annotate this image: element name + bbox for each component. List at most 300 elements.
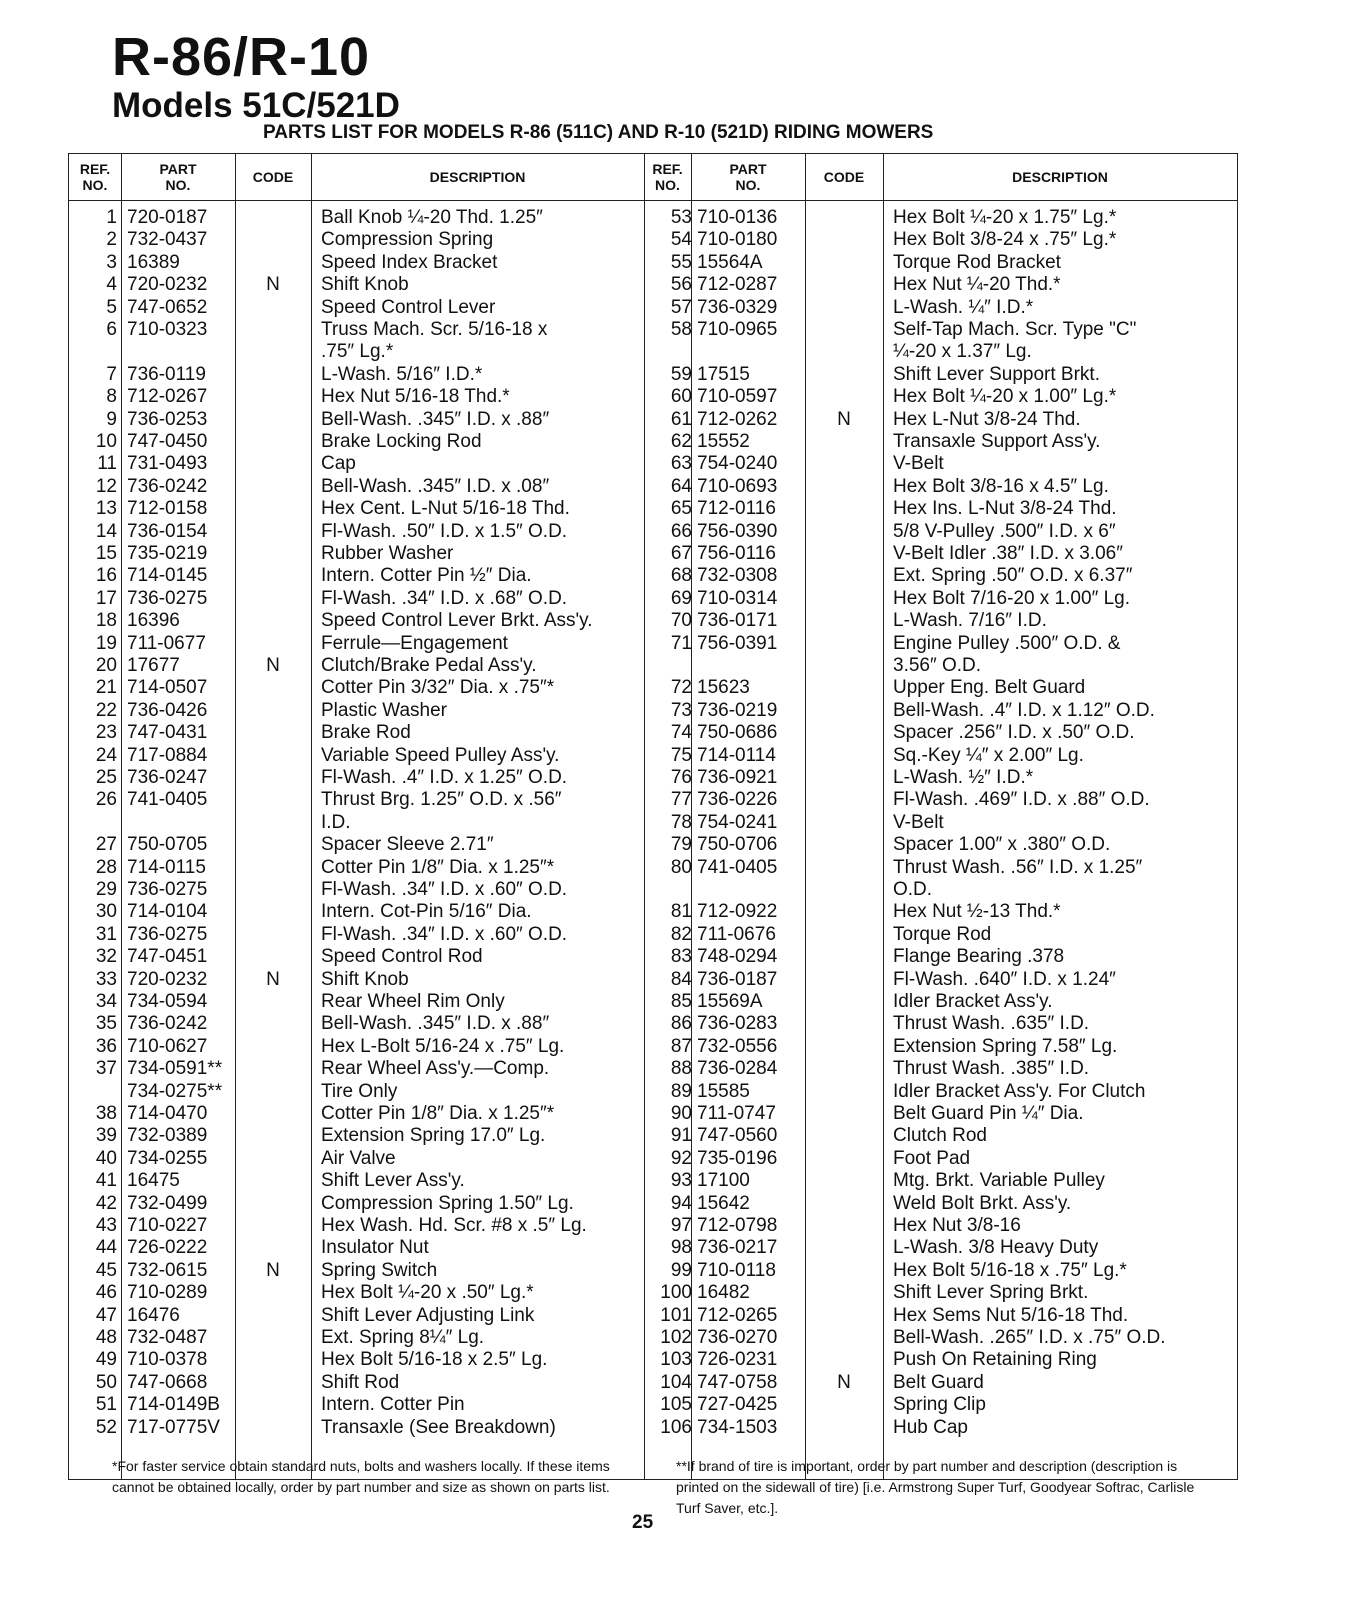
- description: Cotter Pin 3/32″ Dia. x .75″*: [321, 677, 555, 699]
- description: I.D.: [321, 811, 351, 833]
- part-no: 710-0965: [697, 319, 778, 340]
- part-no: 710-0180: [697, 229, 778, 251]
- ref-no: 27: [95, 834, 117, 856]
- description: Belt Guard Pin ¼″ Dia.: [893, 1103, 1084, 1124]
- column-header-code-2: CODE: [823, 169, 865, 185]
- table-row: [69, 1305, 1237, 1327]
- table-row: [69, 834, 1237, 856]
- ref-no: 59: [670, 363, 692, 385]
- description: Ext. Spring 8¼″ Lg.: [321, 1327, 485, 1348]
- description: Transaxle Support Ass'y.: [893, 431, 1101, 452]
- ref-no: 105: [660, 1394, 692, 1416]
- description: Hex Bolt 3/8-24 x .75″ Lg.*: [893, 229, 1117, 251]
- description: Bell-Wash. .345″ I.D. x .88″: [321, 1013, 550, 1035]
- description: Torque Rod: [893, 923, 992, 945]
- ref-no: 93: [670, 1170, 692, 1192]
- part-no: 750-0706: [697, 834, 778, 856]
- part-no: 736-0253: [127, 408, 208, 430]
- ref-no: 25: [95, 767, 117, 788]
- ref-no: 104: [660, 1371, 692, 1393]
- ref-no: 48: [95, 1327, 117, 1348]
- ref-no: 50: [95, 1371, 117, 1393]
- description: Thrust Brg. 1.25″ O.D. x .56″: [321, 789, 562, 811]
- parts-table: [68, 153, 1238, 1480]
- description: Bell-Wash. .4″ I.D. x 1.12″ O.D.: [893, 699, 1155, 721]
- part-no: 736-0119: [127, 363, 206, 385]
- table-row: [69, 1282, 1237, 1304]
- part-no: 741-0405: [127, 789, 208, 811]
- ref-no: 35: [95, 1013, 117, 1035]
- table-row: [69, 1148, 1237, 1170]
- table-row: [69, 431, 1237, 453]
- description: Brake Rod: [321, 722, 411, 744]
- part-no: 747-0758: [697, 1371, 778, 1393]
- ref-no: 9: [106, 408, 117, 430]
- table-row: [69, 229, 1237, 251]
- footnote-standard-hardware: *For faster service obtain standard nuts, bolts and washers locally. If these items cannot be obtained locally, order by part number and size as shown on parts list.: [112, 1458, 610, 1495]
- description: Hex Nut 3/8-16: [893, 1215, 1021, 1236]
- description: Intern. Cot-Pin 5/16″ Dia.: [321, 901, 532, 923]
- description: Fl-Wash. .34″ I.D. x .60″ O.D.: [321, 923, 568, 945]
- part-no: 714-0114: [697, 744, 776, 766]
- table-row: [69, 252, 1237, 274]
- part-no: 15642: [697, 1192, 750, 1214]
- description: Sq.-Key ¼″ x 2.00″ Lg.: [893, 744, 1084, 766]
- part-no: 16482: [697, 1282, 750, 1304]
- description: Torque Rod Bracket: [893, 251, 1061, 273]
- part-no: 720-0232: [127, 968, 208, 990]
- description: Speed Index Bracket: [321, 251, 498, 273]
- description: V-Belt: [893, 811, 944, 833]
- description: Hex Wash. Hd. Scr. #8 x .5″ Lg.: [321, 1215, 587, 1236]
- ref-no: 66: [670, 520, 692, 542]
- description: Truss Mach. Scr. 5/16-18 x: [321, 319, 548, 340]
- ref-no: 23: [95, 722, 117, 744]
- part-no: 736-0226: [697, 789, 778, 811]
- part-no: 736-0283: [697, 1013, 778, 1035]
- ref-no: 18: [95, 610, 117, 632]
- table-row: [69, 1125, 1237, 1147]
- description: O.D.: [893, 879, 933, 900]
- part-no: 16389: [127, 251, 180, 273]
- table-row: [69, 409, 1237, 431]
- ref-no: 5: [106, 296, 117, 318]
- description: Extension Spring 7.58″ Lg.: [893, 1035, 1118, 1057]
- description: Extension Spring 17.0″ Lg.: [321, 1125, 546, 1147]
- description: Tire Only: [321, 1080, 398, 1102]
- description: Fl-Wash. .4″ I.D. x 1.25″ O.D.: [321, 767, 568, 788]
- part-no: 734-0594: [127, 991, 208, 1012]
- description: L-Wash. ¼″ I.D.*: [893, 296, 1034, 318]
- part-no: 747-0451: [127, 946, 208, 968]
- part-no: 736-0329: [697, 296, 778, 318]
- ref-no: 22: [95, 699, 117, 721]
- part-no: 736-0275: [127, 587, 208, 609]
- ref-no: 60: [670, 386, 692, 408]
- ref-no: 86: [670, 1013, 692, 1035]
- part-no: 736-0426: [127, 699, 208, 721]
- part-no: 732-0308: [697, 565, 778, 587]
- part-no: 747-0668: [127, 1371, 208, 1393]
- description: Speed Control Lever Brkt. Ass'y.: [321, 610, 593, 632]
- description: L-Wash. 7/16″ I.D.: [893, 610, 1047, 632]
- ref-no: 4: [106, 274, 117, 296]
- part-no: 714-0104: [127, 901, 208, 923]
- table-row: [69, 1170, 1237, 1192]
- table-row: [69, 1327, 1237, 1349]
- table-row: [69, 655, 1237, 677]
- ref-no: 41: [95, 1170, 117, 1192]
- description: Push On Retaining Ring: [893, 1349, 1097, 1371]
- models-subtitle: Models 51C/521D: [112, 86, 400, 125]
- footnote-tire-brand: **If brand of tire is important, order by part number and description (description is printed on the sidewall of tire) [i.e. Armstrong Super Turf, Goodyear Softrac, Carlisle Turf Saver, etc.].: [676, 1458, 1195, 1516]
- description: Rear Wheel Rim Only: [321, 991, 505, 1012]
- description: Hex L-Nut 3/8-24 Thd.: [893, 408, 1081, 430]
- part-no: 734-1503: [697, 1416, 778, 1438]
- ref-no: 14: [95, 520, 117, 542]
- description: Fl-Wash. .34″ I.D. x .60″ O.D.: [321, 879, 568, 900]
- ref-no: 45: [95, 1259, 117, 1281]
- table-row: [69, 1394, 1237, 1416]
- part-no: 736-0242: [127, 475, 208, 497]
- ref-no: 89: [670, 1080, 692, 1102]
- part-no: 756-0116: [697, 543, 776, 564]
- ref-no: 31: [95, 923, 117, 945]
- description: Hex Nut ¼-20 Thd.*: [893, 274, 1061, 296]
- description: Spring Clip: [893, 1394, 986, 1416]
- part-no: 732-0556: [697, 1035, 778, 1057]
- ref-no: 100: [660, 1282, 692, 1304]
- ref-no: 29: [95, 879, 117, 900]
- description: Rubber Washer: [321, 543, 454, 564]
- description: Cotter Pin 1/8″ Dia. x 1.25″*: [321, 1103, 555, 1124]
- ref-no: 62: [670, 431, 692, 452]
- part-no: 735-0219: [127, 543, 208, 564]
- part-no: 712-0798: [697, 1215, 778, 1236]
- table-row: [69, 767, 1237, 789]
- part-no: 732-0487: [127, 1327, 208, 1348]
- ref-no: 98: [670, 1237, 692, 1259]
- description: Cap: [321, 453, 356, 475]
- ref-no: 65: [670, 498, 692, 520]
- ref-no: 20: [95, 655, 117, 676]
- part-no: 736-0154: [127, 520, 208, 542]
- table-row: [69, 1417, 1237, 1439]
- part-no: 732-0437: [127, 229, 208, 251]
- description: L-Wash. 3/8 Heavy Duty: [893, 1237, 1099, 1259]
- part-no: 720-0187: [127, 207, 208, 228]
- description: Hex Bolt 5/16-18 x .75″ Lg.*: [893, 1259, 1127, 1281]
- table-header: [69, 154, 1237, 201]
- part-no: 748-0294: [697, 946, 778, 968]
- ref-no: 38: [95, 1103, 117, 1124]
- part-no: 712-0287: [697, 274, 778, 296]
- ref-no: 10: [95, 431, 117, 452]
- ref-no: 97: [670, 1215, 692, 1236]
- part-no: 15564A: [697, 251, 763, 273]
- part-no: 731-0493: [127, 453, 208, 475]
- ref-no: 80: [670, 856, 692, 878]
- part-no: 727-0425: [697, 1394, 778, 1416]
- description: Spacer Sleeve 2.71″: [321, 834, 494, 856]
- ref-no: 82: [670, 923, 692, 945]
- ref-no: 21: [95, 677, 117, 699]
- ref-no: 87: [670, 1035, 692, 1057]
- part-no: 711-0677: [127, 632, 206, 654]
- description: Hex Nut ½-13 Thd.*: [893, 901, 1061, 923]
- description: Transaxle (See Breakdown): [321, 1416, 556, 1438]
- ref-no: 13: [95, 498, 117, 520]
- description: Fl-Wash. .469″ I.D. x .88″ O.D.: [893, 789, 1150, 811]
- table-row: [69, 1215, 1237, 1237]
- part-no: 741-0405: [697, 856, 778, 878]
- code: N: [266, 968, 280, 990]
- table-row: [69, 1237, 1237, 1259]
- ref-no: 58: [670, 319, 692, 340]
- part-no: 710-0289: [127, 1282, 208, 1304]
- part-no: 736-0187: [697, 968, 778, 990]
- part-no: 734-0591**: [127, 1058, 223, 1080]
- column-header-description: DESCRIPTION: [429, 169, 526, 185]
- description: Hex Ins. L-Nut 3/8-24 Thd.: [893, 498, 1117, 520]
- ref-no: 61: [670, 408, 692, 430]
- description: ¼-20 x 1.37″ Lg.: [893, 341, 1032, 363]
- table-row: [69, 946, 1237, 968]
- description: Engine Pulley .500″ O.D. &: [893, 632, 1121, 654]
- part-no: 16475: [127, 1170, 180, 1192]
- ref-no: 1: [106, 207, 117, 228]
- description: Shift Lever Ass'y.: [321, 1170, 465, 1192]
- ref-no: 71: [670, 632, 692, 654]
- description: Hex L-Bolt 5/16-24 x .75″ Lg.: [321, 1035, 565, 1057]
- description: L-Wash. ½″ I.D.*: [893, 767, 1034, 788]
- ref-no: 47: [95, 1304, 117, 1326]
- part-no: 736-0275: [127, 879, 208, 900]
- ref-no: 3: [106, 251, 117, 273]
- part-no: 736-0219: [697, 699, 778, 721]
- description: Compression Spring: [321, 229, 494, 251]
- ref-no: 83: [670, 946, 692, 968]
- description: Thrust Wash. .385″ I.D.: [893, 1058, 1090, 1080]
- code: N: [837, 1371, 851, 1393]
- description: Hex Sems Nut 5/16-18 Thd.: [893, 1304, 1129, 1326]
- ref-no: 64: [670, 475, 692, 497]
- description: Spacer .256″ I.D. x .50″ O.D.: [893, 722, 1135, 744]
- ref-no: 91: [670, 1125, 692, 1147]
- ref-no: 40: [95, 1147, 117, 1169]
- description: V-Belt: [893, 453, 944, 475]
- description: Hex Bolt 7/16-20 x 1.00″ Lg.: [893, 587, 1130, 609]
- ref-no: 53: [670, 207, 692, 228]
- table-row: [69, 1349, 1237, 1371]
- part-no: 734-0255: [127, 1147, 208, 1169]
- description: 5/8 V-Pulley .500″ I.D. x 6″: [893, 520, 1116, 542]
- ref-no: 79: [670, 834, 692, 856]
- description: Shift Knob: [321, 968, 409, 990]
- part-no: 736-0217: [697, 1237, 778, 1259]
- ref-no: 24: [95, 744, 117, 766]
- table-row: [69, 901, 1237, 923]
- description: Shift Lever Support Brkt.: [893, 363, 1100, 385]
- table-row: [69, 1036, 1237, 1058]
- ref-no: 32: [95, 946, 117, 968]
- ref-no: 67: [670, 543, 692, 564]
- description: Air Valve: [321, 1147, 396, 1169]
- part-no: 734-0275**: [127, 1080, 223, 1102]
- table-row: [69, 364, 1237, 386]
- column-header-code: CODE: [252, 169, 294, 185]
- part-no: 747-0560: [697, 1125, 778, 1147]
- ref-no: 63: [670, 453, 692, 475]
- ref-no: 99: [670, 1259, 692, 1281]
- table-row: [69, 1081, 1237, 1103]
- description: Bell-Wash. .345″ I.D. x .08″: [321, 475, 550, 497]
- table-row: [69, 1103, 1237, 1125]
- parts-list-heading: PARTS LIST FOR MODELS R-86 (511C) AND R-10 (521D) RIDING MOWERS: [263, 122, 934, 143]
- table-row: [69, 341, 1237, 363]
- ref-no: 49: [95, 1349, 117, 1371]
- column-header-part-2: PART NO.: [729, 161, 767, 193]
- ref-no: 55: [670, 251, 692, 273]
- description: Bell-Wash. .345″ I.D. x .88″: [321, 408, 550, 430]
- part-no: 747-0652: [127, 296, 208, 318]
- table-row: [69, 274, 1237, 296]
- ref-no: 88: [670, 1058, 692, 1080]
- description: Idler Bracket Ass'y.: [893, 991, 1053, 1012]
- table-row: [69, 812, 1237, 834]
- ref-no: 81: [670, 901, 692, 923]
- code: N: [266, 274, 280, 296]
- part-no: 750-0705: [127, 834, 208, 856]
- description: Hub Cap: [893, 1416, 968, 1438]
- part-no: 747-0450: [127, 431, 208, 452]
- ref-no: 17: [95, 587, 117, 609]
- ref-no: 102: [660, 1327, 692, 1348]
- description: Fl-Wash. .34″ I.D. x .68″ O.D.: [321, 587, 568, 609]
- part-no: 726-0222: [127, 1237, 208, 1259]
- column-header-part: PART NO.: [159, 161, 197, 193]
- part-no: 17515: [697, 363, 750, 385]
- part-no: 710-0597: [697, 386, 778, 408]
- part-no: 17677: [127, 655, 180, 676]
- ref-no: 51: [95, 1394, 117, 1416]
- description: Fl-Wash. .50″ I.D. x 1.5″ O.D.: [321, 520, 568, 542]
- table-row: [69, 633, 1237, 655]
- part-no: 712-0158: [127, 498, 208, 520]
- ref-no: 94: [670, 1192, 692, 1214]
- description: Compression Spring 1.50″ Lg.: [321, 1192, 574, 1214]
- description: 3.56″ O.D.: [893, 655, 982, 676]
- ref-no: 12: [95, 475, 117, 497]
- part-no: 712-0922: [697, 901, 778, 923]
- ref-no: 68: [670, 565, 692, 587]
- description: Spring Switch: [321, 1259, 438, 1281]
- ref-no: 19: [95, 632, 117, 654]
- part-no: 15569A: [697, 991, 763, 1012]
- table-row: [69, 924, 1237, 946]
- description: Insulator Nut: [321, 1237, 429, 1259]
- table-row: [69, 521, 1237, 543]
- table-row: [69, 969, 1237, 991]
- part-no: 710-0314: [697, 587, 778, 609]
- description: Foot Pad: [893, 1147, 971, 1169]
- description: Hex Cent. L-Nut 5/16-18 Thd.: [321, 498, 570, 520]
- table-row: [69, 453, 1237, 475]
- ref-no: 34: [95, 991, 117, 1012]
- table-row: [69, 319, 1237, 341]
- table-row: [69, 207, 1237, 229]
- part-no: 711-0747: [697, 1103, 776, 1124]
- part-no: 720-0232: [127, 274, 208, 296]
- column-header-description-2: DESCRIPTION: [1012, 169, 1108, 185]
- ref-no: 2: [106, 229, 117, 251]
- ref-no: 101: [660, 1304, 692, 1326]
- description: Shift Lever Adjusting Link: [321, 1304, 535, 1326]
- description: Flange Bearing .378: [893, 946, 1065, 968]
- description: Cotter Pin 1/8″ Dia. x 1.25″*: [321, 856, 555, 878]
- part-no: 714-0149B: [127, 1394, 220, 1416]
- description: .75″ Lg.*: [321, 341, 394, 363]
- description: Brake Locking Rod: [321, 431, 482, 452]
- description: Ferrule—Engagement: [321, 632, 508, 654]
- description: Fl-Wash. .640″ I.D. x 1.24″: [893, 968, 1116, 990]
- ref-no: 84: [670, 968, 692, 990]
- description: Weld Bolt Brkt. Ass'y.: [893, 1192, 1072, 1214]
- part-no: 736-0284: [697, 1058, 778, 1080]
- part-no: 732-0499: [127, 1192, 208, 1214]
- part-no: 710-0323: [127, 319, 208, 340]
- description: Hex Bolt 3/8-16 x 4.5″ Lg.: [893, 475, 1109, 497]
- ref-no: 39: [95, 1125, 117, 1147]
- description: Shift Rod: [321, 1371, 400, 1393]
- description: Shift Knob: [321, 274, 409, 296]
- part-no: 710-0227: [127, 1215, 208, 1236]
- part-no: 717-0884: [127, 744, 208, 766]
- description: Intern. Cotter Pin ½″ Dia.: [321, 565, 532, 587]
- ref-no: 44: [95, 1237, 117, 1259]
- description: L-Wash. 5/16″ I.D.*: [321, 363, 483, 385]
- description: V-Belt Idler .38″ I.D. x 3.06″: [893, 543, 1123, 564]
- part-no: 16476: [127, 1304, 180, 1326]
- ref-no: 8: [106, 386, 117, 408]
- part-no: 736-0242: [127, 1013, 208, 1035]
- table-row: [69, 1013, 1237, 1035]
- ref-no: 73: [670, 699, 692, 721]
- part-no: 15623: [697, 677, 750, 699]
- part-no: 750-0686: [697, 722, 778, 744]
- part-no: 16396: [127, 610, 180, 632]
- table-row: [69, 991, 1237, 1013]
- part-no: 756-0391: [697, 632, 778, 654]
- description: Hex Bolt ¼-20 x .50″ Lg.*: [321, 1282, 534, 1304]
- ref-no: 46: [95, 1282, 117, 1304]
- part-no: 711-0676: [697, 923, 776, 945]
- description: Hex Nut 5/16-18 Thd.*: [321, 386, 510, 408]
- column-header-ref: REF. NO.: [79, 161, 111, 193]
- table-row: [69, 1260, 1237, 1282]
- part-no: 736-0921: [697, 767, 778, 788]
- part-no: 747-0431: [127, 722, 208, 744]
- description: Spacer 1.00″ x .380″ O.D.: [893, 834, 1111, 856]
- description: Hex Bolt ¼-20 x 1.75″ Lg.*: [893, 207, 1117, 228]
- part-no: 712-0262: [697, 408, 778, 430]
- ref-no: 26: [95, 789, 117, 811]
- part-no: 714-0115: [127, 856, 206, 878]
- part-no: 710-0136: [697, 207, 778, 228]
- ref-no: 43: [95, 1215, 117, 1236]
- part-no: 717-0775V: [127, 1416, 220, 1438]
- description: Rear Wheel Ass'y.—Comp.: [321, 1058, 550, 1080]
